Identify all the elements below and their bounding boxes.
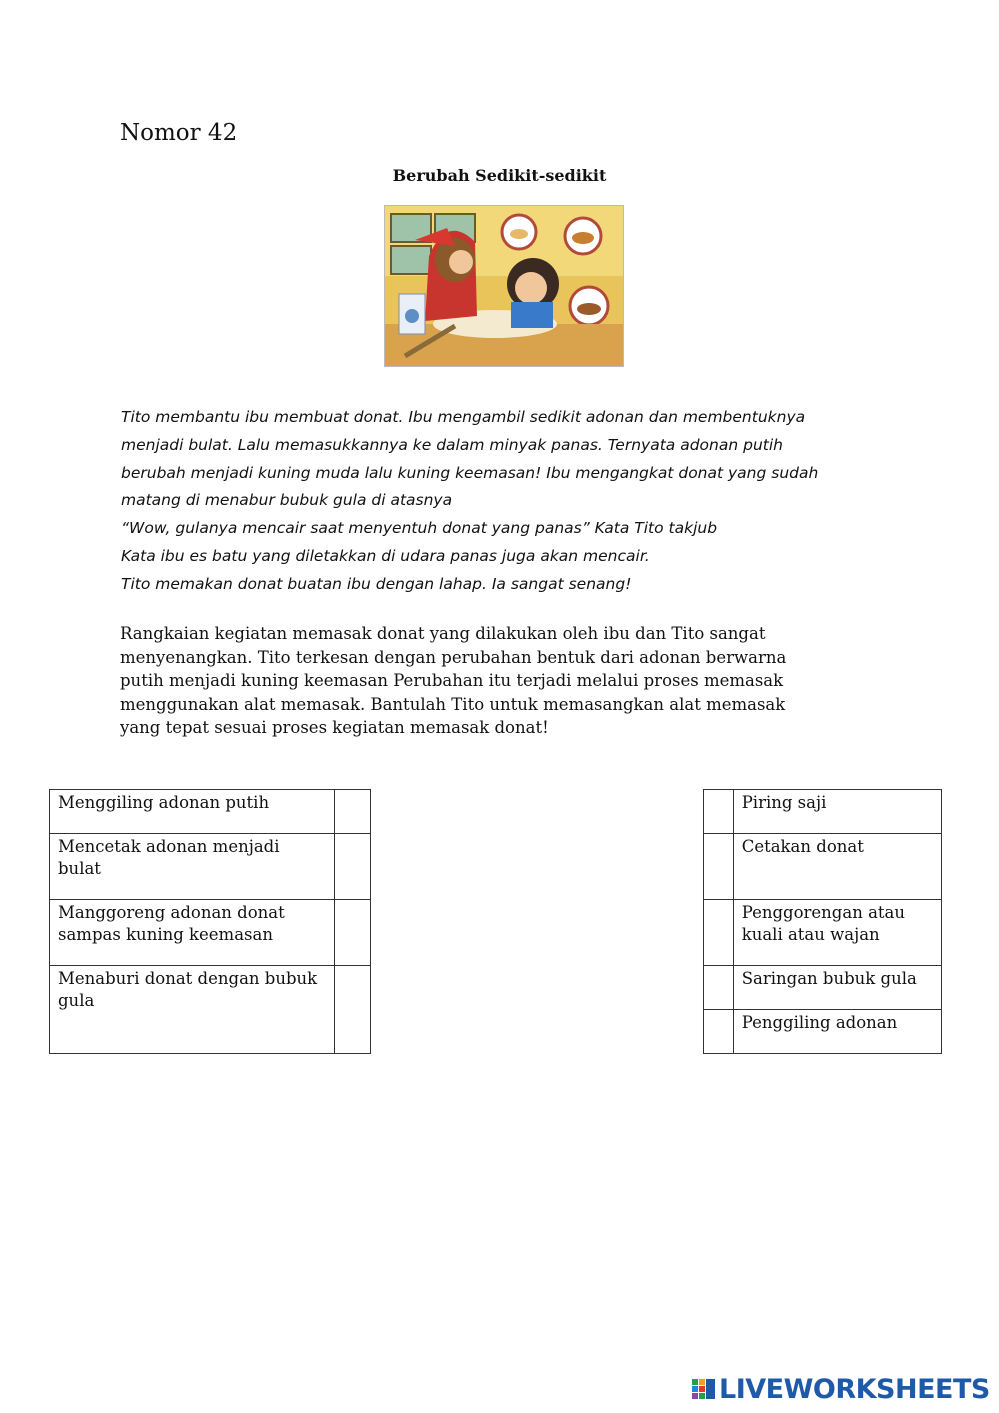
story-title: Berubah Sedikit-sedikit [392,166,607,185]
tool-row [704,900,942,966]
logo-text: LIVEWORKSHEETS [719,1373,990,1405]
instructions-paragraph [120,622,840,740]
activity-list [49,789,371,1054]
tool-row [704,1010,942,1054]
activity-label: Manggoreng adonan donat sampas kuning keemasan [50,900,335,966]
activity-row [50,834,371,900]
match-point-left[interactable] [335,966,371,1054]
story-line: Tito membantu ibu membuat donat. Ibu mengambil sedikit adonan dan membentuknya [121,408,806,426]
activity-label: Menaburi donat dengan bubuk gula [50,966,335,1054]
story-line: matang di menabur bubuk gula di atasnya [121,491,453,510]
tool-row [704,834,942,900]
page-title: Nomor 42 [120,120,238,146]
cooking-illustration [384,205,624,367]
story-line: Kata ibu es batu yang diletakkan di udara panas juga akan mencair. [121,546,650,565]
tool-label: Piring saji [733,790,941,834]
match-point-left[interactable] [335,790,371,834]
instruction-line: Rangkaian kegiatan memasak donat yang dilakukan oleh ibu dan Tito sangat [120,624,766,643]
activity-label: Mencetak adonan menjadi bulat [50,834,335,900]
activity-row [50,790,371,834]
tool-list [703,789,942,1054]
tool-row [704,966,942,1010]
instruction-line: yang tepat sesuai proses kegiatan memasak donat! [120,718,549,737]
liveworksheets-logo [691,1372,990,1406]
instruction-line: putih menjadi kuning keemasan Perubahan itu terjadi melalui proses memasak [120,671,784,690]
story-line: berubah menjadi kuning muda lalu kuning keemasan! Ibu mengangkat donat yang sudah [121,463,819,482]
tool-label: Saringan bubuk gula [733,966,941,1010]
instruction-line: menyenangkan. Tito terkesan dengan perubahan bentuk dari adonan berwarna [120,647,787,667]
activity-label: Menggiling adonan putih [50,790,335,834]
cooking-scene-image [385,206,623,366]
tool-label: Penggiling adonan [733,1010,941,1054]
match-point-right[interactable] [704,834,734,900]
tool-label: Penggorengan atau kuali atau wajan [733,900,941,966]
match-point-right[interactable] [704,1010,734,1054]
match-point-left[interactable] [335,900,371,966]
instruction-line: menggunakan alat memasak. Bantulah Tito untuk memasangkan alat memasak [120,694,786,714]
story-text [121,404,881,599]
activity-row [50,900,371,966]
match-point-left[interactable] [335,834,371,900]
match-point-right[interactable] [704,900,734,966]
tool-row [704,790,942,834]
story-line: menjadi bulat. Lalu memasukkannya ke dalam minyak panas. Ternyata adonan putih [121,435,783,454]
match-point-right[interactable] [704,966,734,1010]
tool-label: Cetakan donat [733,834,941,900]
activity-row [50,966,371,1054]
liveworksheets-logo-icon [691,1376,717,1402]
story-line: “Wow, gulanya mencair saat menyentuh donat yang panas” Kata Tito takjub [121,519,718,538]
match-point-right[interactable] [704,790,734,834]
story-line: Tito memakan donat buatan ibu dengan lahap. Ia sangat senang! [121,574,632,593]
